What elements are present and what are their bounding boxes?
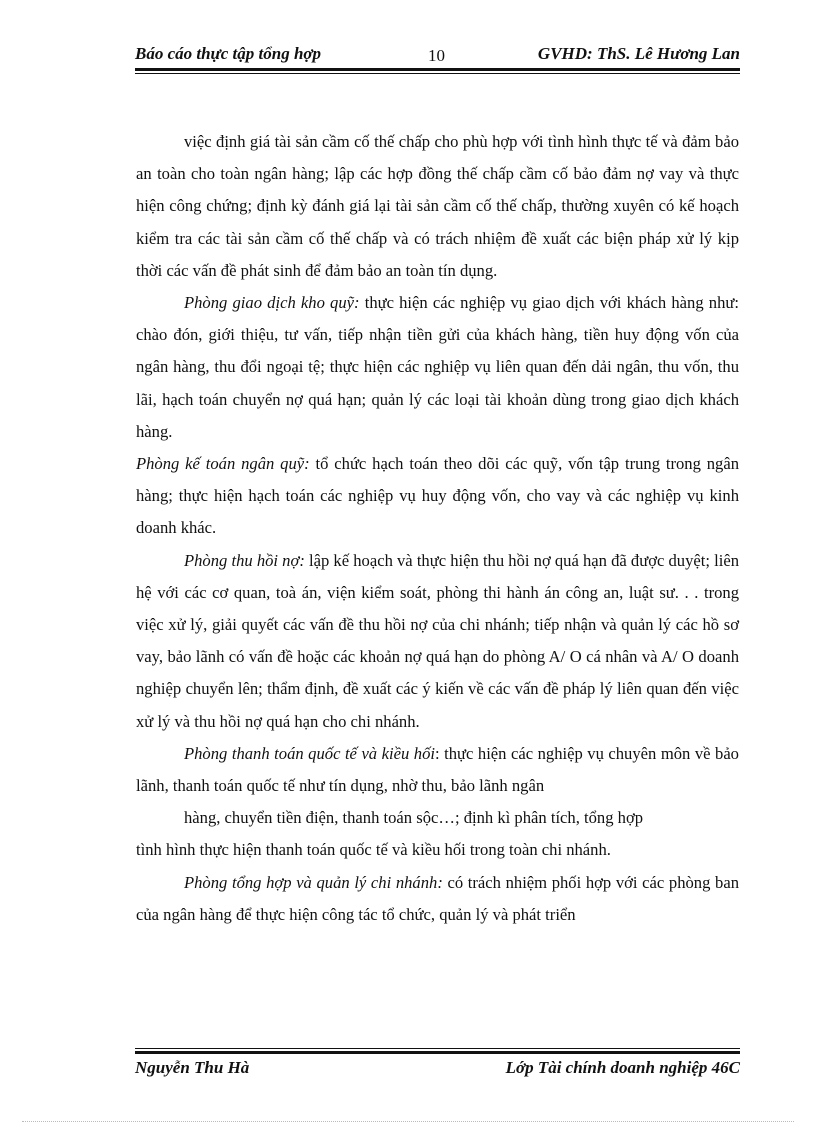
paragraph-label: Phòng thanh toán quốc tế và kiều hối bbox=[184, 743, 435, 763]
header-supervisor: GVHD: ThS. Lê Hương Lan bbox=[537, 44, 740, 63]
paragraph-label: Phòng kế toán ngân quỹ: bbox=[136, 454, 310, 474]
paragraph-text: thực hiện các nghiệp vụ giao dịch với khách hàng như: chào đón, giới thiệu, tư vấn, tiếp nhận tiền gửi của khách hàng, tiền huy động vốn của ngân hàng, thu đổi ngoại tệ; thực hiện các nghiệp vụ liên quan đến dải ngân, thu vốn, thu lãi, hạch toán chuyển nợ quá hạn; quản lý các loại tài khoản dùng trong giao dịch khách hàng. bbox=[136, 293, 739, 441]
page-edge bbox=[22, 1121, 794, 1122]
paragraph-intro bbox=[136, 126, 739, 287]
paragraph-text: việc định giá tài sản cầm cố thế chấp cho phù hợp với tình hình thực tế và đảm bảo an toàn cho toàn ngân hàng; lập các hợp đồng thế chấp cầm cố bảo đảm nợ vay và thực hiện công chứng; định kỳ đánh giá lại tài sản cầm cố thế chấp, thường xuyên có kế hoạch kiểm tra các tài sản cầm cố thế chấp và có trách nhiệm đề xuất các biện pháp xử lý kịp thời các vấn đề phát sinh để đảm bảo an toàn tín dụng. bbox=[136, 132, 739, 280]
paragraph-label: Phòng giao dịch kho quỹ: bbox=[184, 293, 360, 313]
paragraph-ke-toan bbox=[136, 448, 739, 545]
footer-class: Lớp Tài chính doanh nghiệp 46C bbox=[505, 1058, 740, 1077]
paragraph-thanh-toan bbox=[136, 738, 739, 802]
paragraph-label: Phòng tổng hợp và quản lý chi nhánh: bbox=[184, 872, 443, 892]
paragraph-tong-hop bbox=[136, 867, 739, 931]
page-number: 10 bbox=[428, 46, 445, 65]
paragraph-text: tổ chức hạch toán theo dõi các quỹ, vốn tập trung trong ngân hàng; thực hiện hạch toán các nghiệp vụ huy động vốn, cho vay và các nghiệp vụ kinh doanh khác. bbox=[136, 454, 739, 538]
document-body bbox=[136, 126, 739, 931]
header-rule bbox=[135, 68, 740, 74]
footer-author: Nguyễn Thu Hà bbox=[135, 1058, 250, 1077]
header-report-title: Báo cáo thực tập tổng hợp bbox=[135, 44, 322, 63]
paragraph-text: tình hình thực hiện thanh toán quốc tế và kiều hối trong toàn chi nhánh. bbox=[136, 840, 611, 860]
paragraph-text: hàng, chuyển tiền điện, thanh toán sộc…; định kì phân tích, tổng hợp bbox=[184, 808, 644, 828]
paragraph-text: có trách nhiệm phối hợp với các phòng ban của ngân hàng để thực hiện công tác tổ chức, quản lý và phát triển bbox=[136, 872, 739, 924]
paragraph-thu-hoi-no bbox=[136, 545, 739, 738]
paragraph-text: : thực hiện các nghiệp vụ chuyên môn về bảo lãnh, thanh toán quốc tế như tín dụng, nhờ thu, bảo lãnh ngân bbox=[136, 743, 739, 796]
footer-rule bbox=[135, 1048, 740, 1054]
page-footer bbox=[135, 1058, 740, 1082]
paragraph-label: Phòng thu hồi nợ: bbox=[184, 550, 305, 570]
paragraph-thanh-toan-line2 bbox=[136, 802, 739, 834]
paragraph-thanh-toan-line3 bbox=[136, 834, 739, 866]
paragraph-kho-quy bbox=[136, 287, 739, 448]
paragraph-text: lập kế hoạch và thực hiện thu hồi nợ quá hạn đã được duyệt; liên hệ với các cơ quan, toà án, viện kiểm soát, phòng thi hành án công an, luật sư. . . trong việc xử lý, giải quyết các vấn đề thu hồi nợ của chi nhánh; tiếp nhận và quản lý các hồ sơ vay, bảo lãnh có vấn đề hoặc các khoản nợ quá hạn do phòng A/ O cá nhân và A/ O doanh nghiệp chuyển lên; thẩm định, đề xuất các ý kiến về các vấn đề pháp lý liên quan đến việc xử lý và thu hồi nợ quá hạn cho chi nhánh. bbox=[136, 550, 739, 731]
